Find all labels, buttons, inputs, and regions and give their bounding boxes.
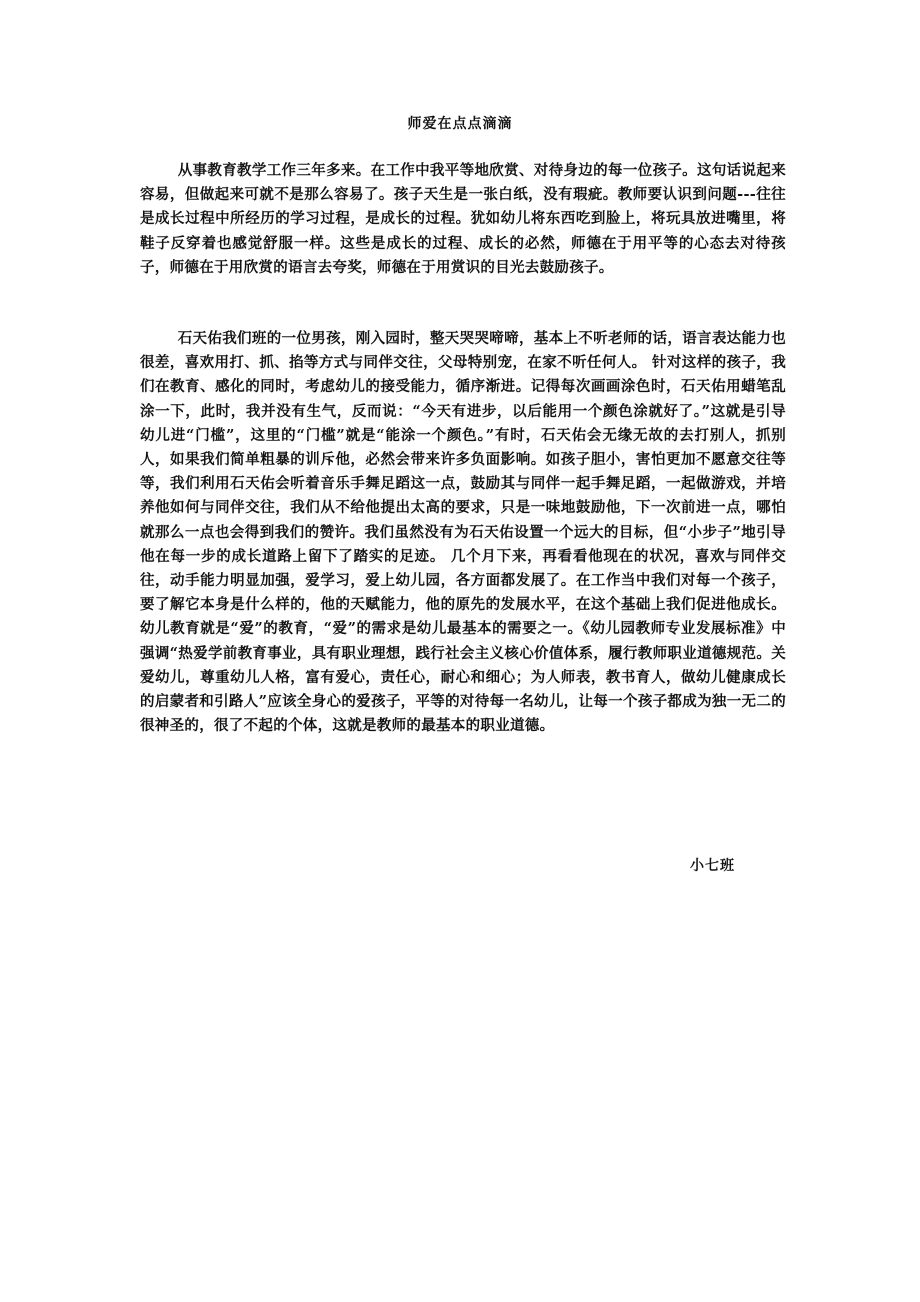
document-title: 师爱在点点滴滴 [407, 116, 513, 132]
paragraph-2: 石天佑我们班的一位男孩，刚入园时，整天哭哭啼啼，基本上不听老师的话，语言表达能力也很差，喜欢用打、抓、掐等方式与同伴交往，父母特别宠，在家不听任何人。 针对这样的孩子，我们在教育、感化的同时，考虑幼儿的接受能力，循序渐进。记得每次画画涂色时，石天佑用蜡笔乱涂一下，此时，我并没有生气，反而说：“今天有进步，以后能用一个颜色涂就好了。”这就是引导幼儿进“门槛”，这里的“门槛”就是“能涂一个颜色。”有时，石天佑会无缘无故的去打别人，抓别人，如果我们简单粗暴的训斥他，必然会带来许多负面影响。如孩子胆小，害怕更加不愿意交往等等，我们利用石天佑会听着音乐手舞足蹈这一点，鼓励其与同伴一起手舞足蹈，一起做游戏，并培养他如何与同伴交往，我们从不给他提出太高的要求，只是一味地鼓励他，下一次前进一点，哪怕就那么一点也会得到我们的赞许。我们虽然没有为石天佑设置一个远大的目标，但“小步子”地引导他在每一步的成长道路上留下了踏实的足迹。 几个月下来，再看看他现在的状况，喜欢与同伴交往，动手能力明显加强，爱学习，爱上幼儿园，各方面都发展了。在工作当中我们对每一个孩子，要了解它本身是什么样的，他的天赋能力，他的原先的发展水平，在这个基础上我们促进他成长。幼儿教育就是“爱”的教育，“爱”的需求是幼儿最基本的需要之一。《幼儿园教师专业发展标准》中强调“热爱学前教育事业，具有职业理想，践行社会主义核心价值体系，履行教师职业道德规范。关爱幼儿，尊重幼儿人格，富有爱心，责任心，耐心和细心；为人师表，教书育人，做幼儿健康成长的启蒙者和引路人”应该全身心的爱孩子，平等的对待每一名幼儿，让每一个孩子都成为独一无二的很神圣的，很了不起的个体，这就是教师的最基本的职业道德。 [140, 330, 786, 735]
paragraph-1: 从事教育教学工作三年多来。在工作中我平等地欣赏、对待身边的每一位孩子。这句话说起来容易，但做起来可就不是那么容易了。孩子天生是一张白纸，没有瑕疵。教师要认识到问题---往往是成长过程中所经历的学习过程，是成长的过程。犹如幼儿将东西吃到脸上，将玩具放进嘴里，将鞋子反穿着也感觉舒服一样。这些是成长的过程、成长的必然，师德在于用平等的心态去对待孩子，师德在于用欣赏的语言去夸奖，师德在于用赏识的目光去鼓励孩子。 [140, 162, 786, 276]
signature-class-name: 小七班 [690, 858, 735, 874]
